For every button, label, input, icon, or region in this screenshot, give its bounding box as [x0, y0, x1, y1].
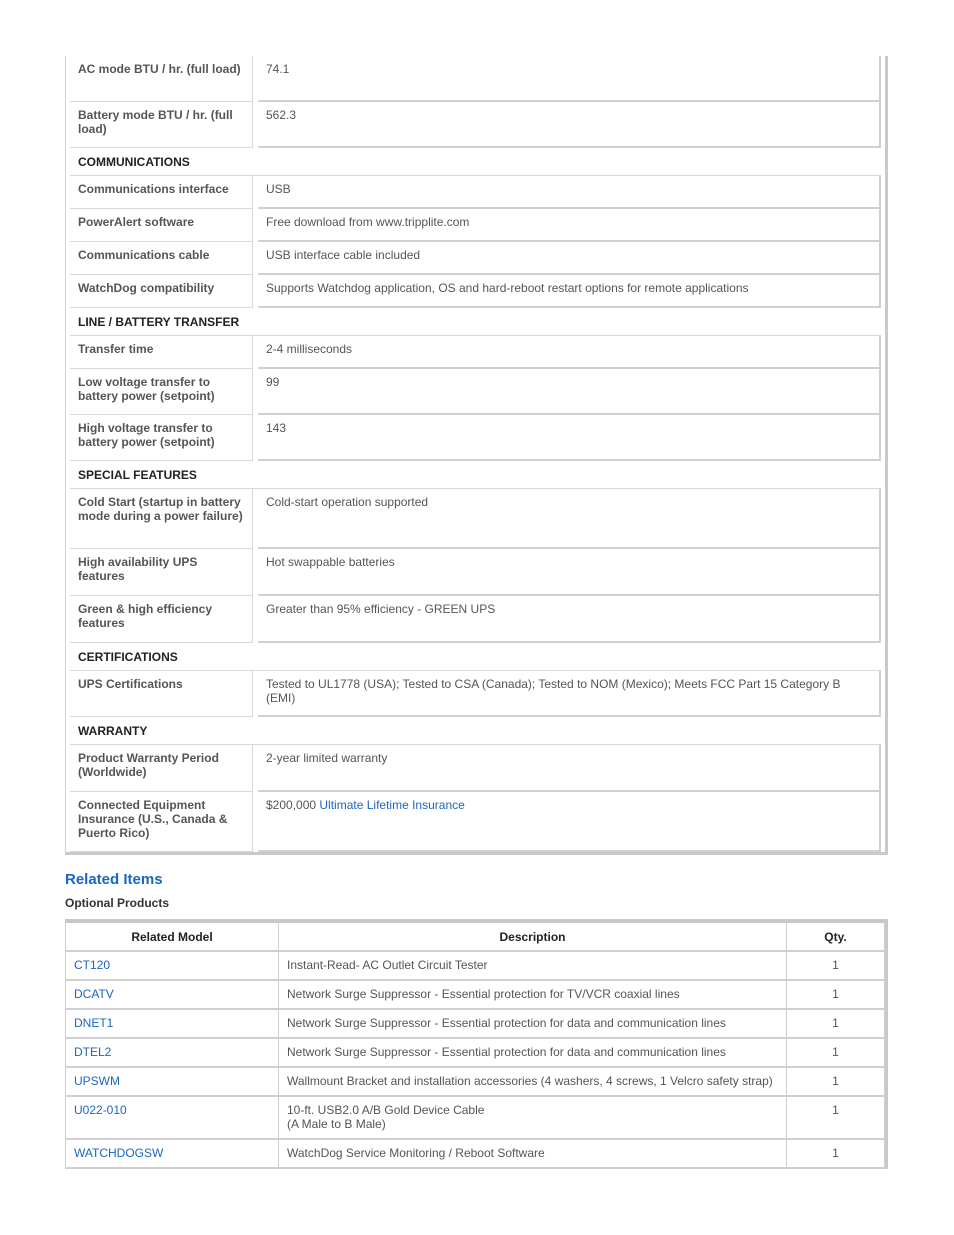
spec-label: Green & high efficiency features: [70, 596, 253, 643]
spec-label: Connected Equipment Insurance (U.S., Canada & Puerto Rico): [70, 792, 253, 852]
description-cell: Instant-Read- AC Outlet Circuit Tester: [279, 952, 787, 981]
section-header-special-features: SPECIAL FEATURES: [70, 461, 881, 489]
model-link-upswm[interactable]: UPSWM: [74, 1074, 120, 1088]
spec-label: UPS Certifications: [70, 671, 253, 717]
qty-cell: 1: [787, 1097, 885, 1140]
spec-value: Greater than 95% efficiency - GREEN UPS: [258, 596, 881, 643]
description-cell: WatchDog Service Monitoring / Reboot Software: [279, 1140, 787, 1169]
description-cell: Network Surge Suppressor - Essential protection for data and communication lines: [279, 1039, 787, 1068]
spec-label: High availability UPS features: [70, 549, 253, 596]
spec-label: Low voltage transfer to battery power (setpoint): [70, 369, 253, 415]
spec-value: 2-4 milliseconds: [258, 336, 881, 369]
table-header-row: [66, 923, 885, 952]
model-link-u022-010[interactable]: U022-010: [74, 1103, 127, 1117]
spec-label: Transfer time: [70, 336, 253, 369]
spec-label: AC mode BTU / hr. (full load): [70, 56, 253, 102]
spec-row: [70, 549, 881, 596]
qty-cell: 1: [787, 1140, 885, 1169]
description-cell: Network Surge Suppressor - Essential protection for data and communication lines: [279, 1010, 787, 1039]
table-row: [66, 1010, 885, 1039]
spec-label: Battery mode BTU / hr. (full load): [70, 102, 253, 148]
description-line: (A Male to B Male): [287, 1117, 386, 1131]
column-header-qty: Qty.: [787, 923, 885, 952]
model-link-dcatv[interactable]: DCATV: [74, 987, 114, 1001]
qty-cell: 1: [787, 1010, 885, 1039]
spec-value: Supports Watchdog application, OS and hard-reboot restart options for remote applications: [258, 275, 881, 308]
spec-value: Tested to UL1778 (USA); Tested to CSA (Canada); Tested to NOM (Mexico); Meets FCC Part 15 Category B (EMI): [258, 671, 881, 717]
table-row: [66, 1097, 885, 1140]
column-header-related-model: Related Model: [66, 923, 279, 952]
description-cell: [279, 1097, 787, 1140]
section-header-certifications: CERTIFICATIONS: [70, 643, 881, 671]
spec-value: [258, 792, 881, 852]
spec-label: High voltage transfer to battery power (setpoint): [70, 415, 253, 461]
table-row: [66, 981, 885, 1010]
table-row: [66, 1068, 885, 1097]
qty-cell: 1: [787, 1068, 885, 1097]
spec-row: [70, 671, 881, 717]
spec-label: Communications cable: [70, 242, 253, 275]
spec-row: [70, 489, 881, 549]
column-header-description: Description: [279, 923, 787, 952]
spec-value: Cold-start operation supported: [258, 489, 881, 549]
related-items-heading: Related Items: [65, 871, 163, 888]
spec-row: [70, 209, 881, 242]
spec-value: 2-year limited warranty: [258, 745, 881, 792]
model-link-dtel2[interactable]: DTEL2: [74, 1045, 112, 1059]
description-cell: Wallmount Bracket and installation accessories (4 washers, 4 screws, 1 Velcro safety strap): [279, 1068, 787, 1097]
spec-label: WatchDog compatibility: [70, 275, 253, 308]
spec-value: 74.1: [258, 56, 881, 102]
spec-row: [70, 745, 881, 792]
spec-label: Product Warranty Period (Worldwide): [70, 745, 253, 792]
spec-row: [70, 792, 881, 852]
spec-row: [70, 336, 881, 369]
optional-products-heading: Optional Products: [65, 896, 170, 910]
spec-value: Hot swappable batteries: [258, 549, 881, 596]
specifications-table: [65, 56, 888, 855]
spec-value: USB: [258, 176, 881, 209]
model-link-dnet1[interactable]: DNET1: [74, 1016, 114, 1030]
spec-row: [70, 242, 881, 275]
qty-cell: 1: [787, 981, 885, 1010]
table-row: [66, 952, 885, 981]
section-header-line-battery-transfer: LINE / BATTERY TRANSFER: [70, 308, 881, 336]
ultimate-lifetime-insurance-link[interactable]: Ultimate Lifetime Insurance: [319, 798, 465, 812]
spec-value: 562.3: [258, 102, 881, 148]
qty-cell: 1: [787, 952, 885, 981]
spec-value: USB interface cable included: [258, 242, 881, 275]
section-header-communications: COMMUNICATIONS: [70, 148, 881, 176]
spec-row: [70, 275, 881, 308]
spec-value: 99: [258, 369, 881, 415]
qty-cell: 1: [787, 1039, 885, 1068]
description-cell: Network Surge Suppressor - Essential protection for TV/VCR coaxial lines: [279, 981, 787, 1010]
spec-value: Free download from www.tripplite.com: [258, 209, 881, 242]
spec-row: [70, 369, 881, 415]
table-row: [66, 1140, 885, 1169]
spec-label: Cold Start (startup in battery mode during a power failure): [70, 489, 253, 549]
spec-row: [70, 596, 881, 643]
spec-row: [70, 176, 881, 209]
related-products-table: [65, 919, 888, 1169]
spec-row: [70, 56, 881, 102]
section-header-warranty: WARRANTY: [70, 717, 881, 745]
spec-value: 143: [258, 415, 881, 461]
spec-label: Communications interface: [70, 176, 253, 209]
table-row: [66, 1039, 885, 1068]
spec-label: PowerAlert software: [70, 209, 253, 242]
insurance-amount: $200,000: [266, 798, 320, 812]
description-line: 10-ft. USB2.0 A/B Gold Device Cable: [287, 1103, 485, 1117]
spec-row: [70, 415, 881, 461]
model-link-ct120[interactable]: CT120: [74, 958, 111, 972]
spec-row: [70, 102, 881, 148]
model-link-watchdogsw[interactable]: WATCHDOGSW: [74, 1146, 164, 1160]
